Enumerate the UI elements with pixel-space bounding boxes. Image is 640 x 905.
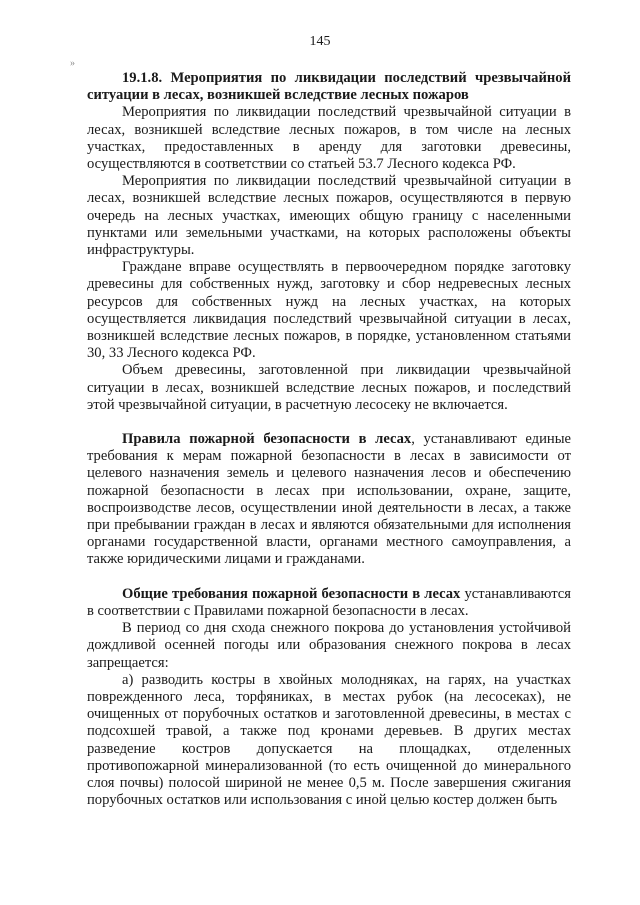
paragraph-6 — [87, 586, 571, 620]
paragraph-6-text: устанавливаются в соответствии с Правилами пожарной безопасности в лесах. — [87, 585, 571, 619]
paragraph-3: Граждане вправе осуществлять в первоочередном порядке заготовку древесины для собственных нужд, заготовку и сбор недревесных лесных ресурсов для собственных нужд на лесных участках, на которых осуществляется ликвидация последствий чрезвычайной ситуации в лесах, возникшей вследствие лесных пожаров, в порядке, установленном статьями 30, 33 Лесного кодекса РФ. — [87, 259, 571, 362]
paragraph-7: В период со дня схода снежного покрова до установления устойчивой дождливой осенней погоды или образования снежного покрова в лесах запрещается: — [87, 620, 571, 671]
paragraph-8: а) разводить костры в хвойных молодняках, на гарях, на участках поврежденного леса, торфяниках, в местах рубок (на лесосеках), не очищенных от порубочных остатков и заготовленной древесины, в местах с подсохшей травой, а также под кронами деревьев. В других местах разведение костров допускается на площадках, отделенных противопожарной минерализованной (то есть очищенной до минерального слоя почвы) полосой шириной не менее 0,5 м. После завершения сжигания порубочных остатков или использования с иной целью костер должен быть — [87, 671, 571, 809]
paragraph-5 — [87, 431, 571, 569]
paragraph-1: Мероприятия по ликвидации последствий чрезвычайной ситуации в лесах, возникшей вследствие лесных пожаров, в том числе на лесных участках, предоставленных в аренду для заготовки древесины, осуществляются в соответствии со статьей 53.7 Лесного кодекса РФ. — [87, 104, 571, 173]
section-heading: 19.1.8. Мероприятия по ликвидации последствий чрезвычайной ситуации в лесах, возникшей вследствие лесных пожаров — [87, 70, 571, 104]
document-body — [87, 70, 571, 809]
fire-rules-term: Правила пожарной безопасности в лесах — [122, 431, 412, 448]
scan-speck: » — [70, 58, 75, 69]
paragraph-4: Объем древесины, заготовленной при ликвидации чрезвычайной ситуации в лесах, возникшей вследствие лесных пожаров, и последствий этой чрезвычайной ситуации, в расчетную лесосеку не включается. — [87, 362, 571, 413]
page-number: 145 — [309, 34, 331, 49]
paragraph-2: Мероприятия по ликвидации последствий чрезвычайной ситуации в лесах, возникшей вследствие лесных пожаров, осуществляются в первую очередь на лесных участках, имеющих общую границу с населенными пунктами или земельными участками, на которых расположены объекты инфраструктуры. — [87, 173, 571, 259]
general-requirements-term: Общие требования пожарной безопасности в лесах — [122, 585, 461, 602]
paragraph-5-text: , устанавливают единые требования к мерам пожарной безопасности в лесах в зависимости от целевого назначения земель и целевого назначения лесов и обеспечению пожарной безопасности в лесах при использовании, охране, защите, воспроизводстве лесов, осуществлении иной деятельности в лесах, а также при пребывании граждан в лесах и являются обязательными для исполнения органами государственной власти, органами местного самоуправления, а также юридическими лицами и гражданами. — [87, 431, 571, 568]
